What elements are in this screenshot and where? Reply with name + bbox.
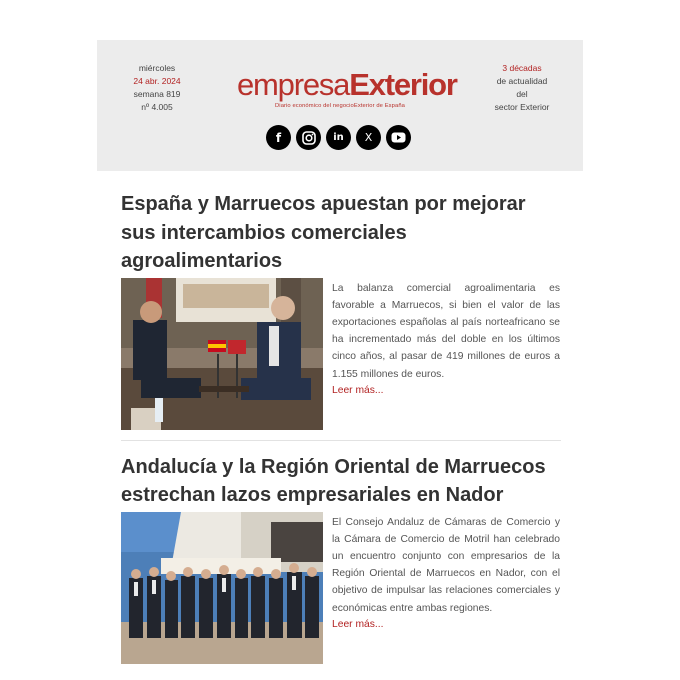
article-1-summary: La balanza comercial agroalimentaria es favorable a Marruecos, si bien el valor de las exportaciones españolas al país norteafricano se ha incrementado más del doble en los últimos cinco años, al pasar de 419 millones de euros a 1.155 millones de euros. Leer más...: [332, 280, 560, 430]
logo-tagline: Diario económico del negocioExterior de España: [275, 103, 405, 109]
facebook-icon[interactable]: f: [266, 125, 291, 150]
slogan-line-3: del: [516, 89, 528, 99]
issue-number: nº 4.005: [141, 102, 173, 112]
x-icon[interactable]: X: [356, 125, 381, 150]
article-2-read-more-link[interactable]: Leer más...: [332, 618, 384, 630]
issue-day: miércoles: [138, 63, 176, 73]
newsletter-header: [97, 40, 583, 171]
article-1-title[interactable]: España y Marruecos apuestan por mejorar sus intercambios comerciales agroalimentarios: [121, 193, 526, 272]
slogan-line-1: 3 décadas: [502, 63, 542, 73]
article-1-read-more-link[interactable]: Leer más...: [332, 384, 384, 396]
issue-week: semana 819: [133, 89, 181, 99]
article-2: [97, 453, 583, 664]
newsletter: [97, 40, 583, 664]
slogan-line-4: sector Exterior: [494, 102, 550, 112]
issue-date: 24 abr. 2024: [133, 76, 181, 86]
social-links: [266, 125, 411, 150]
slogan-line-2: de actualidad: [496, 76, 548, 86]
instagram-icon[interactable]: [296, 125, 321, 150]
article-1: [97, 190, 583, 430]
youtube-icon[interactable]: [386, 125, 411, 150]
article-1-photo[interactable]: [121, 278, 323, 430]
header-slogan: [479, 62, 565, 114]
linkedin-icon[interactable]: in: [326, 125, 351, 150]
logo-text-exterior: Exterior: [349, 67, 457, 102]
article-2-photo[interactable]: [121, 512, 323, 664]
brand-logo[interactable]: [237, 67, 457, 109]
logo-text-empresa: empresa: [237, 67, 350, 102]
article-divider: [121, 440, 561, 441]
issue-info: [115, 62, 199, 114]
article-2-summary: El Consejo Andaluz de Cámaras de Comercio y la Cámara de Comercio de Motril han celebrado un encuentro conjunto con empresarios de la Región Oriental de Marruecos en Nador, con el objetivo de impulsar las relaciones comerciales y económicas entre ambas regiones. Leer más...: [332, 514, 560, 664]
article-2-title[interactable]: Andalucía y la Región Oriental de Marruecos estrechan lazos empresariales en Nador: [121, 455, 546, 506]
